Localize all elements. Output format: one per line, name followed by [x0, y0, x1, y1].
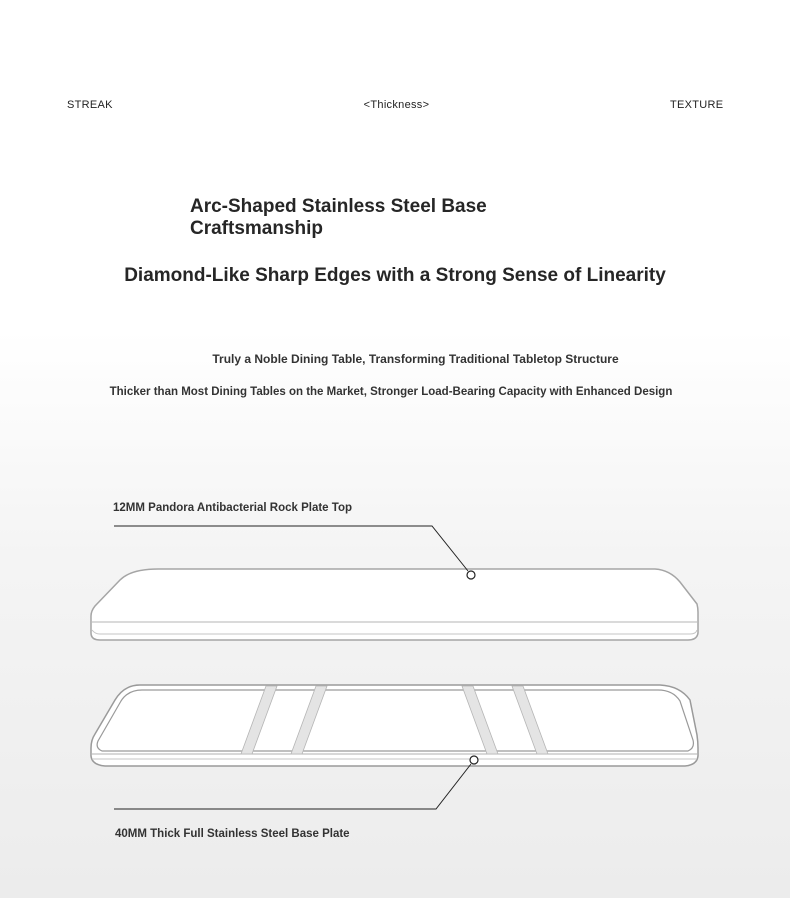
- callout-rock-plate-label: 12MM Pandora Antibacterial Rock Plate Top: [113, 502, 352, 514]
- nav-thickness[interactable]: <Thickness>: [363, 99, 430, 111]
- page-title: Arc-Shaped Stainless Steel Base Craftsmanship: [190, 196, 487, 239]
- nav-texture[interactable]: TEXTURE: [670, 99, 724, 111]
- rock-plate-top: [91, 569, 698, 640]
- page-subtitle: Diamond-Like Sharp Edges with a Strong Sense of Linearity: [124, 265, 666, 286]
- description-line-2: Thicker than Most Dining Tables on the Market, Stronger Load-Bearing Capacity with Enhanced Design: [109, 386, 673, 398]
- description-line-1: Truly a Noble Dining Table, Transforming Traditional Tabletop Structure: [212, 352, 619, 366]
- steel-base-plate: [91, 685, 698, 766]
- nav-streak[interactable]: STREAK: [67, 99, 113, 111]
- callout-steel-base-label: 40MM Thick Full Stainless Steel Base Plate: [115, 828, 350, 840]
